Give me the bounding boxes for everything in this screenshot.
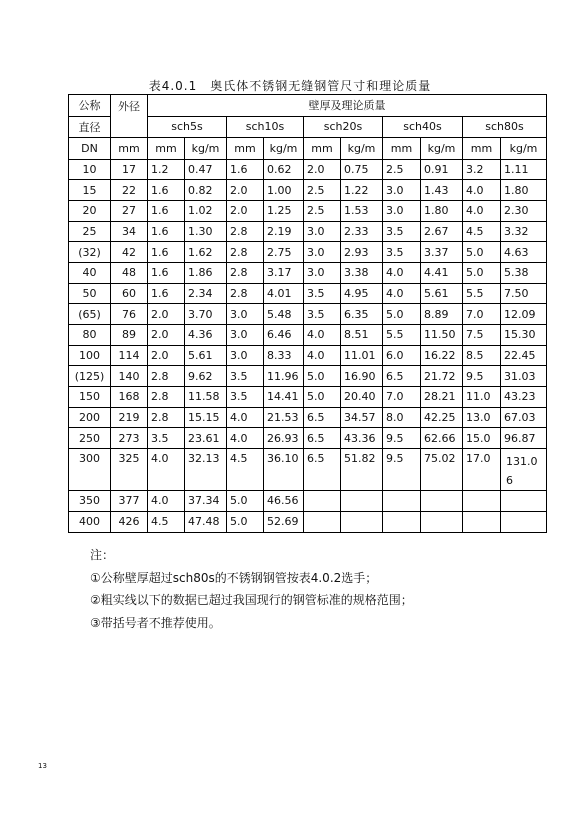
thickness-cell: 4.0 <box>383 262 421 283</box>
thickness-cell: 3.5 <box>304 304 341 325</box>
dn-cell: 50 <box>69 283 111 304</box>
thickness-cell: 3.5 <box>383 221 421 242</box>
thickness-cell: 3.5 <box>227 366 264 387</box>
mass-cell: 0.62 <box>264 159 304 180</box>
dn-cell: 300 <box>69 449 111 491</box>
thickness-cell: 1.6 <box>148 242 185 263</box>
table-row <box>69 304 547 325</box>
thickness-cell: 2.0 <box>227 180 264 201</box>
mass-cell: 2.33 <box>341 221 383 242</box>
thickness-cell: 4.5 <box>148 511 185 532</box>
schedule-header: sch5s <box>148 116 227 138</box>
thickness-cell <box>304 491 341 512</box>
mass-cell <box>341 491 383 512</box>
mass-cell: 1.22 <box>341 180 383 201</box>
mass-cell: 11.50 <box>421 325 463 346</box>
mass-cell: 28.21 <box>421 387 463 408</box>
mass-cell: 1.02 <box>185 200 227 221</box>
mass-cell: 46.56 <box>264 491 304 512</box>
mass-cell: 47.48 <box>185 511 227 532</box>
table-row <box>69 428 547 449</box>
table-row <box>69 449 547 491</box>
thickness-cell: 3.0 <box>227 325 264 346</box>
table-row <box>69 221 547 242</box>
thickness-cell <box>463 511 501 532</box>
thickness-cell: 4.0 <box>304 325 341 346</box>
thickness-cell: 5.0 <box>463 262 501 283</box>
table-row <box>69 511 547 532</box>
dn-cell: 150 <box>69 387 111 408</box>
thickness-cell: 3.0 <box>227 345 264 366</box>
notes-heading: 注： <box>90 548 115 562</box>
thickness-cell: 9.5 <box>383 428 421 449</box>
thickness-cell: 17.0 <box>463 449 501 491</box>
thickness-cell: 2.8 <box>148 407 185 428</box>
table-row <box>69 387 547 408</box>
unit-thickness: mm <box>383 138 421 160</box>
thickness-cell: 13.0 <box>463 407 501 428</box>
mass-cell: 0.47 <box>185 159 227 180</box>
thickness-cell <box>304 511 341 532</box>
mass-cell: 5.61 <box>185 345 227 366</box>
thickness-cell: 6.0 <box>383 345 421 366</box>
mass-cell: 3.70 <box>185 304 227 325</box>
thickness-cell: 6.5 <box>383 366 421 387</box>
od-cell: 76 <box>111 304 148 325</box>
mass-cell: 4.95 <box>341 283 383 304</box>
mass-cell: 5.38 <box>501 262 547 283</box>
mass-cell: 1.11 <box>501 159 547 180</box>
note-item: ②粗实线以下的数据已超过我国现行的钢管标准的规格范围； <box>90 593 413 607</box>
mass-cell: 20.40 <box>341 387 383 408</box>
thickness-cell: 2.8 <box>227 262 264 283</box>
thickness-cell: 2.0 <box>148 304 185 325</box>
thickness-cell: 4.0 <box>148 449 185 491</box>
table-row <box>69 200 547 221</box>
od-cell: 168 <box>111 387 148 408</box>
schedule-header: sch20s <box>304 116 383 138</box>
od-cell: 377 <box>111 491 148 512</box>
mass-cell: 96.87 <box>501 428 547 449</box>
thickness-cell: 7.0 <box>383 387 421 408</box>
mass-cell: 42.25 <box>421 407 463 428</box>
od-cell: 114 <box>111 345 148 366</box>
thickness-cell: 4.0 <box>148 491 185 512</box>
nominal-unit: DN <box>69 138 111 160</box>
mass-cell: 4.63 <box>501 242 547 263</box>
od-cell: 17 <box>111 159 148 180</box>
thickness-cell: 5.0 <box>383 304 421 325</box>
thickness-cell: 3.5 <box>304 283 341 304</box>
thickness-cell: 6.5 <box>304 428 341 449</box>
mass-cell: 11.96 <box>264 366 304 387</box>
table-row <box>69 262 547 283</box>
thickness-cell: 3.2 <box>463 159 501 180</box>
mass-cell: 34.57 <box>341 407 383 428</box>
mass-cell: 2.67 <box>421 221 463 242</box>
unit-thickness: mm <box>227 138 264 160</box>
mass-cell: 3.37 <box>421 242 463 263</box>
mass-cell: 32.13 <box>185 449 227 491</box>
thickness-cell: 2.5 <box>304 200 341 221</box>
thickness-cell: 11.0 <box>463 387 501 408</box>
mass-cell: 9.62 <box>185 366 227 387</box>
dn-cell: 80 <box>69 325 111 346</box>
mass-cell: 3.17 <box>264 262 304 283</box>
thickness-cell: 3.0 <box>304 221 341 242</box>
mass-cell: 5.61 <box>421 283 463 304</box>
schedule-header: sch80s <box>463 116 547 138</box>
thickness-cell: 2.8 <box>227 283 264 304</box>
od-cell: 27 <box>111 200 148 221</box>
table-row <box>69 345 547 366</box>
mass-cell: 2.93 <box>341 242 383 263</box>
thickness-cell: 3.0 <box>304 262 341 283</box>
od-cell: 34 <box>111 221 148 242</box>
page-number: 13 <box>38 762 47 770</box>
dn-cell: (65) <box>69 304 111 325</box>
od-header: 外径 <box>111 95 148 138</box>
mass-cell: 2.30 <box>501 200 547 221</box>
thickness-cell: 8.5 <box>463 345 501 366</box>
thickness-cell <box>383 491 421 512</box>
thickness-cell: 1.6 <box>148 283 185 304</box>
mass-cell <box>501 511 547 532</box>
mass-cell: 0.75 <box>341 159 383 180</box>
mass-cell: 15.15 <box>185 407 227 428</box>
thickness-cell: 3.0 <box>383 200 421 221</box>
table-row <box>69 366 547 387</box>
thickness-cell: 3.0 <box>304 242 341 263</box>
mass-cell: 3.32 <box>501 221 547 242</box>
thickness-cell: 2.5 <box>383 159 421 180</box>
table-row <box>69 242 547 263</box>
thickness-cell: 9.5 <box>463 366 501 387</box>
thickness-cell: 1.2 <box>148 159 185 180</box>
od-cell: 22 <box>111 180 148 201</box>
thickness-cell: 7.5 <box>463 325 501 346</box>
thickness-cell: 1.6 <box>148 221 185 242</box>
od-cell: 273 <box>111 428 148 449</box>
schedule-header: sch40s <box>383 116 463 138</box>
thickness-cell: 2.8 <box>227 242 264 263</box>
thickness-cell: 3.5 <box>383 242 421 263</box>
mass-cell: 21.53 <box>264 407 304 428</box>
thickness-cell: 4.0 <box>383 283 421 304</box>
thickness-cell: 2.8 <box>148 387 185 408</box>
thickness-cell: 2.5 <box>304 180 341 201</box>
mass-cell: 131.06 <box>501 449 547 491</box>
thickness-cell: 5.5 <box>463 283 501 304</box>
schedule-header: sch10s <box>227 116 304 138</box>
thickness-cell: 4.0 <box>227 428 264 449</box>
mass-cell: 31.03 <box>501 366 547 387</box>
mass-cell: 2.75 <box>264 242 304 263</box>
od-unit: mm <box>111 138 148 160</box>
mass-cell: 5.48 <box>264 304 304 325</box>
thickness-cell: 2.0 <box>227 200 264 221</box>
unit-thickness: mm <box>304 138 341 160</box>
thickness-cell: 5.0 <box>304 366 341 387</box>
od-cell: 426 <box>111 511 148 532</box>
thickness-cell: 4.5 <box>463 221 501 242</box>
unit-mass: kg/m <box>264 138 304 160</box>
nominal-header-line1: 公称 <box>69 95 111 117</box>
dn-cell: (32) <box>69 242 111 263</box>
unit-mass: kg/m <box>185 138 227 160</box>
wall-group-header: 壁厚及理论质量 <box>148 95 547 117</box>
mass-cell: 1.30 <box>185 221 227 242</box>
thickness-cell: 5.0 <box>227 511 264 532</box>
unit-thickness: mm <box>463 138 501 160</box>
mass-cell: 1.53 <box>341 200 383 221</box>
od-cell: 48 <box>111 262 148 283</box>
thickness-cell: 2.0 <box>304 159 341 180</box>
mass-cell: 7.50 <box>501 283 547 304</box>
thickness-cell: 2.8 <box>227 221 264 242</box>
mass-cell: 8.33 <box>264 345 304 366</box>
pipe-spec-table <box>68 94 547 533</box>
mass-cell: 4.41 <box>421 262 463 283</box>
notes <box>90 544 413 634</box>
table-title: 表4.0.1 奥氏体不锈钢无缝钢管尺寸和理论质量 <box>148 79 432 93</box>
mass-cell: 43.36 <box>341 428 383 449</box>
unit-mass: kg/m <box>501 138 547 160</box>
dn-cell: 200 <box>69 407 111 428</box>
mass-cell: 8.51 <box>341 325 383 346</box>
mass-cell: 2.19 <box>264 221 304 242</box>
mass-cell: 51.82 <box>341 449 383 491</box>
od-cell: 325 <box>111 449 148 491</box>
thickness-cell: 1.6 <box>148 180 185 201</box>
dn-cell: 10 <box>69 159 111 180</box>
thickness-cell: 1.6 <box>148 200 185 221</box>
mass-cell: 16.90 <box>341 366 383 387</box>
mass-cell: 1.00 <box>264 180 304 201</box>
od-cell: 140 <box>111 366 148 387</box>
note-item: ③带括号者不推荐使用。 <box>90 615 221 630</box>
dn-cell: 250 <box>69 428 111 449</box>
mass-cell: 37.34 <box>185 491 227 512</box>
mass-cell: 1.43 <box>421 180 463 201</box>
od-cell: 42 <box>111 242 148 263</box>
note-item: ①公称壁厚超过sch80s的不锈钢钢管按表4.0.2选手； <box>90 570 378 585</box>
thickness-cell: 4.0 <box>463 180 501 201</box>
mass-cell: 4.36 <box>185 325 227 346</box>
thickness-cell: 9.5 <box>383 449 421 491</box>
mass-cell: 52.69 <box>264 511 304 532</box>
table-row <box>69 159 547 180</box>
mass-cell <box>421 491 463 512</box>
mass-cell: 36.10 <box>264 449 304 491</box>
mass-cell: 1.25 <box>264 200 304 221</box>
mass-cell: 3.38 <box>341 262 383 283</box>
mass-cell: 11.01 <box>341 345 383 366</box>
thickness-cell: 3.0 <box>227 304 264 325</box>
thickness-cell: 4.5 <box>227 449 264 491</box>
mass-cell <box>421 511 463 532</box>
mass-cell: 1.62 <box>185 242 227 263</box>
nominal-header-line2: 直径 <box>69 116 111 138</box>
mass-cell: 0.91 <box>421 159 463 180</box>
thickness-cell: 4.0 <box>463 200 501 221</box>
table-row <box>69 491 547 512</box>
unit-mass: kg/m <box>421 138 463 160</box>
mass-cell: 8.89 <box>421 304 463 325</box>
thickness-cell: 2.0 <box>148 325 185 346</box>
mass-cell: 43.23 <box>501 387 547 408</box>
thickness-cell: 8.0 <box>383 407 421 428</box>
mass-cell: 0.82 <box>185 180 227 201</box>
thickness-cell: 2.0 <box>148 345 185 366</box>
thickness-cell: 5.0 <box>463 242 501 263</box>
mass-cell <box>341 511 383 532</box>
thickness-cell: 7.0 <box>463 304 501 325</box>
dn-cell: 40 <box>69 262 111 283</box>
table-row <box>69 325 547 346</box>
thickness-cell: 3.5 <box>148 428 185 449</box>
od-cell: 89 <box>111 325 148 346</box>
table-row <box>69 180 547 201</box>
od-cell: 60 <box>111 283 148 304</box>
thickness-cell: 1.6 <box>227 159 264 180</box>
mass-cell: 26.93 <box>264 428 304 449</box>
dn-cell: 400 <box>69 511 111 532</box>
mass-cell: 15.30 <box>501 325 547 346</box>
mass-cell: 4.01 <box>264 283 304 304</box>
dn-cell: 100 <box>69 345 111 366</box>
table-row <box>69 407 547 428</box>
dn-cell: (125) <box>69 366 111 387</box>
thickness-cell: 6.5 <box>304 449 341 491</box>
thickness-cell: 5.0 <box>227 491 264 512</box>
mass-cell: 22.45 <box>501 345 547 366</box>
dn-cell: 20 <box>69 200 111 221</box>
thickness-cell: 2.8 <box>148 366 185 387</box>
mass-cell: 16.22 <box>421 345 463 366</box>
mass-cell: 62.66 <box>421 428 463 449</box>
mass-cell: 75.02 <box>421 449 463 491</box>
mass-cell: 12.09 <box>501 304 547 325</box>
thickness-cell: 4.0 <box>227 407 264 428</box>
table-row <box>69 283 547 304</box>
thickness-cell: 6.5 <box>304 407 341 428</box>
dn-cell: 25 <box>69 221 111 242</box>
mass-cell <box>501 491 547 512</box>
mass-cell: 11.58 <box>185 387 227 408</box>
mass-cell: 1.80 <box>501 180 547 201</box>
thickness-cell: 1.6 <box>148 262 185 283</box>
thickness-cell: 3.5 <box>227 387 264 408</box>
thickness-cell <box>383 511 421 532</box>
mass-cell: 14.41 <box>264 387 304 408</box>
mass-cell: 23.61 <box>185 428 227 449</box>
mass-cell: 2.34 <box>185 283 227 304</box>
mass-cell: 21.72 <box>421 366 463 387</box>
thickness-cell: 15.0 <box>463 428 501 449</box>
mass-cell: 1.86 <box>185 262 227 283</box>
thickness-cell: 4.0 <box>304 345 341 366</box>
thickness-cell: 5.5 <box>383 325 421 346</box>
unit-mass: kg/m <box>341 138 383 160</box>
dn-cell: 350 <box>69 491 111 512</box>
mass-cell: 6.46 <box>264 325 304 346</box>
mass-cell: 6.35 <box>341 304 383 325</box>
thickness-cell: 3.0 <box>383 180 421 201</box>
thickness-cell: 5.0 <box>304 387 341 408</box>
thickness-cell <box>463 491 501 512</box>
od-cell: 219 <box>111 407 148 428</box>
mass-cell: 1.80 <box>421 200 463 221</box>
unit-thickness: mm <box>148 138 185 160</box>
mass-cell: 67.03 <box>501 407 547 428</box>
dn-cell: 15 <box>69 180 111 201</box>
